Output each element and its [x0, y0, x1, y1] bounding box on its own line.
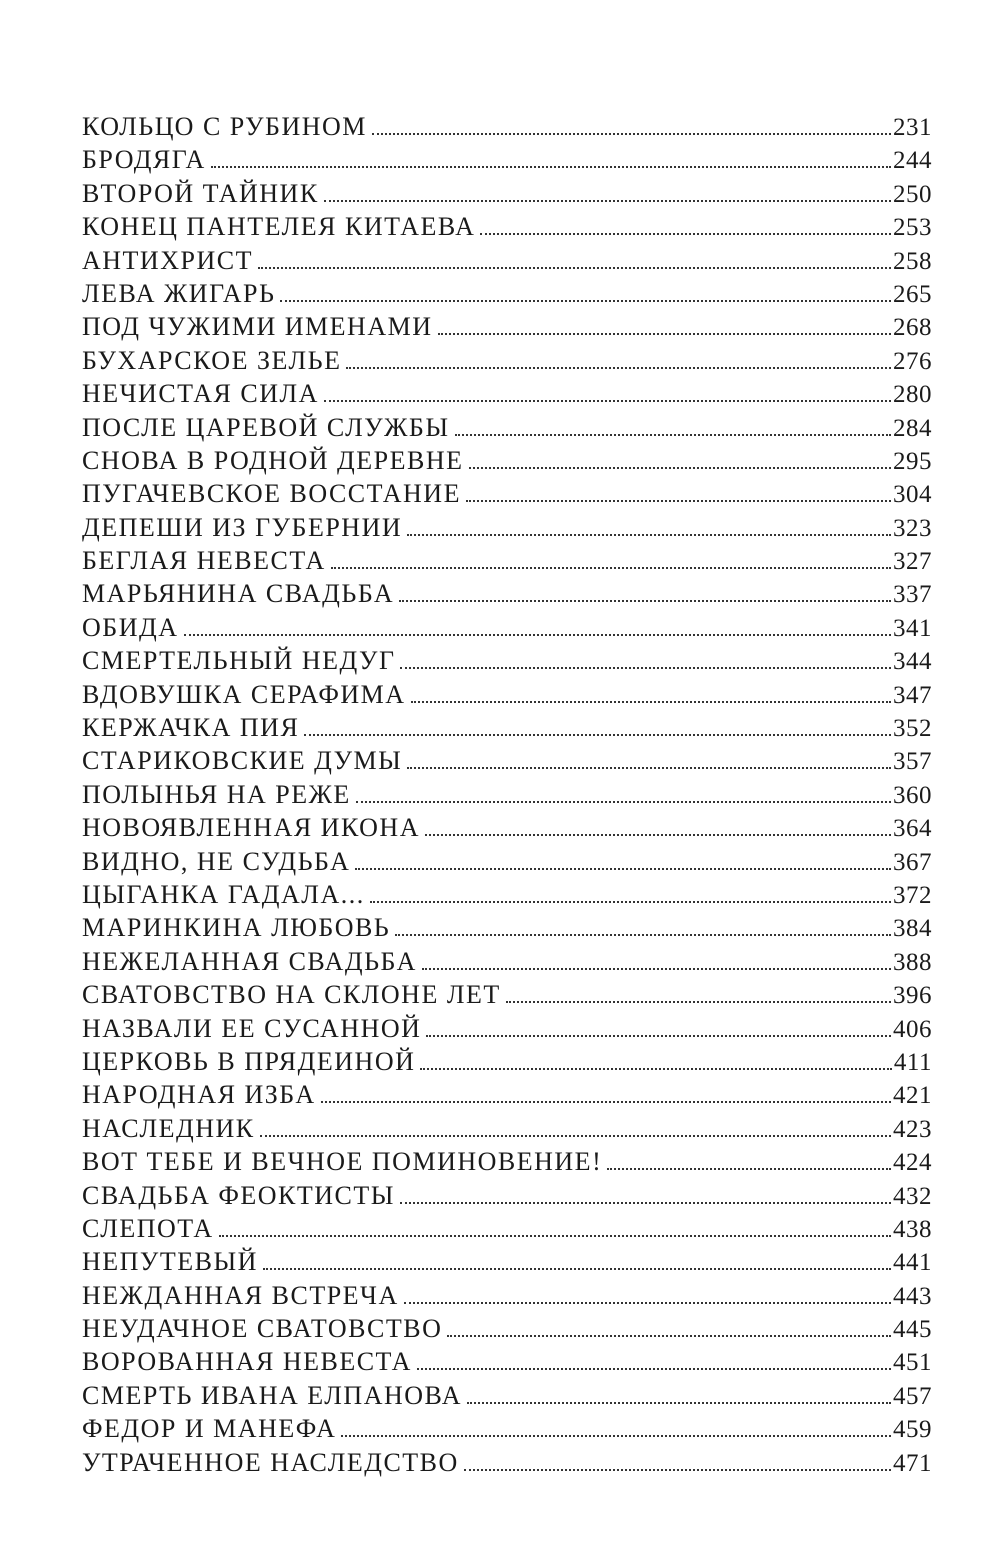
toc-entry-title: ВИДНО, НЕ СУДЬБА — [82, 846, 351, 876]
toc-entry-title: КЕРЖАЧКА ПИЯ — [82, 713, 300, 743]
toc-entry-page: 438 — [893, 1215, 932, 1243]
toc-entry — [82, 945, 932, 978]
toc-entry — [82, 911, 932, 944]
toc-entry — [82, 1312, 932, 1345]
toc-entry-page: 421 — [893, 1082, 932, 1110]
dot-leader — [321, 1101, 891, 1103]
toc-entry-title: НЕЖДАННАЯ ВСТРЕЧА — [82, 1280, 399, 1310]
toc-entry-title: ВТОРОЙ ТАЙНИК — [82, 178, 319, 208]
dot-leader — [346, 367, 891, 369]
dot-leader — [331, 567, 891, 569]
toc-entry — [82, 611, 932, 644]
toc-entry-title: ПОСЛЕ ЦАРЕВОЙ СЛУЖБЫ — [82, 412, 450, 442]
dot-leader — [263, 1268, 891, 1270]
toc-entry-title: ЦЕРКОВЬ В ПРЯДЕИНОЙ — [82, 1046, 416, 1076]
toc-entry-title: БЕГЛАЯ НЕВЕСТА — [82, 546, 326, 576]
toc-entry-page: 295 — [893, 447, 932, 475]
toc-entry — [82, 511, 932, 544]
toc-entry-page: 367 — [893, 848, 932, 876]
toc-entry — [82, 1212, 932, 1245]
toc-entry-page: 357 — [893, 748, 932, 776]
toc-entry — [82, 644, 932, 677]
toc-entry-page: 411 — [893, 1048, 932, 1076]
toc-entry-title: БУХАРСКОЕ ЗЕЛЬЕ — [82, 345, 342, 375]
toc-entry-page: 265 — [893, 280, 932, 308]
toc-entry — [82, 878, 932, 911]
dot-leader — [467, 1402, 891, 1404]
toc-entry-page: 364 — [893, 815, 932, 843]
dot-leader — [395, 934, 891, 936]
toc-entry — [82, 210, 932, 243]
toc-entry — [82, 577, 932, 610]
toc-entry-page: 360 — [893, 781, 932, 809]
dot-leader — [425, 834, 891, 836]
toc-entry-page: 441 — [893, 1249, 932, 1277]
toc-entry-title: ВДОВУШКА СЕРАФИМА — [82, 679, 406, 709]
dot-leader — [438, 333, 892, 335]
toc-entry — [82, 1412, 932, 1445]
dot-leader — [455, 434, 891, 436]
dot-leader — [480, 233, 891, 235]
dot-leader — [447, 1335, 891, 1337]
toc-entry-title: УТРАЧЕННОЕ НАСЛЕДСТВО — [82, 1447, 459, 1477]
dot-leader — [426, 1035, 891, 1037]
toc-entry-title: НОВОЯВЛЕННАЯ ИКОНА — [82, 813, 420, 843]
toc-entry-page: 258 — [893, 247, 932, 275]
toc-entry — [82, 1279, 932, 1312]
toc-entry-title: НЕУДАЧНОЕ СВАТОВСТВО — [82, 1314, 443, 1344]
toc-entry-title: НЕЖЕЛАННАЯ СВАДЬБА — [82, 946, 417, 976]
toc-entry — [82, 344, 932, 377]
toc-entry — [82, 143, 932, 176]
toc-entry-page: 231 — [893, 114, 932, 141]
toc-entry-title: СЛЕПОТА — [82, 1213, 214, 1243]
dot-leader — [466, 500, 891, 502]
dot-leader — [258, 267, 891, 269]
toc-entry — [82, 244, 932, 277]
toc-entry — [82, 1345, 932, 1378]
toc-entry — [82, 110, 932, 143]
toc-entry — [82, 1379, 932, 1412]
dot-leader — [404, 1302, 891, 1304]
toc-entry — [82, 978, 932, 1011]
toc-entry — [82, 177, 932, 210]
toc-entry — [82, 1112, 932, 1145]
toc-entry-page: 341 — [893, 614, 932, 642]
toc-entry-page: 344 — [893, 648, 932, 676]
dot-leader — [407, 534, 891, 536]
toc-entry-page: 423 — [893, 1115, 932, 1143]
toc-entry-title: СМЕРТЕЛЬНЫЙ НЕДУГ — [82, 646, 396, 676]
toc-entry-page: 253 — [893, 214, 932, 242]
toc-entry-title: СТАРИКОВСКИЕ ДУМЫ — [82, 746, 403, 776]
dot-leader — [464, 1469, 891, 1471]
toc-entry — [82, 1179, 932, 1212]
toc-entry-title: СВАДЬБА ФЕОКТИСТЫ — [82, 1180, 395, 1210]
toc-entry — [82, 778, 932, 811]
toc-entry-page: 304 — [893, 481, 932, 509]
toc-entry-title: НАРОДНАЯ ИЗБА — [82, 1080, 316, 1110]
toc-entry-title: ЦЫГАНКА ГАДАЛА... — [82, 879, 365, 909]
toc-entry — [82, 1446, 932, 1479]
toc-entry-page: 372 — [893, 881, 932, 909]
toc-entry-title: КОЛЬЦО С РУБИНОМ — [82, 112, 367, 141]
toc-entry-title: НЕПУТЕВЫЙ — [82, 1247, 258, 1277]
toc-entry-page: 352 — [893, 715, 932, 743]
toc-entry-title: СМЕРТЬ ИВАНА ЕЛПАНОВА — [82, 1380, 462, 1410]
toc-entry-page: 432 — [893, 1182, 932, 1210]
toc-entry — [82, 444, 932, 477]
toc-entry — [82, 1045, 932, 1078]
toc-entry-page: 457 — [893, 1382, 932, 1410]
toc-entry — [82, 544, 932, 577]
toc-entry-page: 406 — [893, 1015, 932, 1043]
toc-entry-page: 244 — [893, 147, 932, 175]
dot-leader — [304, 734, 891, 736]
dot-leader — [411, 701, 891, 703]
toc-entry-page: 443 — [893, 1282, 932, 1310]
table-of-contents — [82, 110, 932, 1479]
toc-entry-title: НАЗВАЛИ ЕЕ СУСАННОЙ — [82, 1013, 422, 1043]
dot-leader — [399, 600, 891, 602]
toc-entry — [82, 811, 932, 844]
dot-leader — [407, 767, 891, 769]
toc-entry-title: ПУГАЧЕВСКОЕ ВОССТАНИЕ — [82, 479, 461, 509]
toc-entry-page: 451 — [893, 1349, 932, 1377]
dot-leader — [400, 1202, 891, 1204]
toc-entry-page: 445 — [893, 1316, 932, 1344]
toc-entry-title: ПОЛЫНЬЯ НА РЕЖЕ — [82, 779, 351, 809]
toc-entry-page: 396 — [893, 982, 932, 1010]
dot-leader — [417, 1368, 891, 1370]
toc-entry-page: 327 — [893, 548, 932, 576]
toc-entry-page: 280 — [893, 381, 932, 409]
toc-entry-title: АНТИХРИСТ — [82, 245, 253, 275]
toc-entry — [82, 678, 932, 711]
dot-leader — [211, 166, 891, 168]
toc-entry-title: СВАТОВСТВО НА СКЛОНЕ ЛЕТ — [82, 980, 501, 1010]
toc-entry-title: ВОТ ТЕБЕ И ВЕЧНОЕ ПОМИНОВЕНИЕ! — [82, 1147, 603, 1177]
toc-entry — [82, 277, 932, 310]
toc-entry-title: ВОРОВАННАЯ НЕВЕСТА — [82, 1347, 412, 1377]
toc-entry-title: НАСЛЕДНИК — [82, 1113, 255, 1143]
dot-leader — [420, 1068, 892, 1070]
toc-entry-page: 268 — [893, 314, 932, 342]
toc-entry-page: 384 — [893, 915, 932, 943]
toc-entry-page: 459 — [893, 1416, 932, 1444]
toc-entry — [82, 711, 932, 744]
dot-leader — [260, 1135, 891, 1137]
toc-entry-page: 471 — [893, 1449, 932, 1477]
toc-entry-title: МАРЬЯНИНА СВАДЬБА — [82, 579, 395, 609]
toc-entry-title: СНОВА В РОДНОЙ ДЕРЕВНЕ — [82, 445, 464, 475]
dot-leader — [607, 1168, 891, 1170]
toc-entry — [82, 377, 932, 410]
toc-entry-page: 284 — [893, 414, 932, 442]
dot-leader — [341, 1435, 891, 1437]
toc-entry — [82, 1145, 932, 1178]
toc-entry-title: ПОД ЧУЖИМИ ИМЕНАМИ — [82, 312, 433, 342]
dot-leader — [355, 868, 891, 870]
toc-entry-page: 337 — [893, 581, 932, 609]
toc-entry-page: 424 — [893, 1149, 932, 1177]
toc-entry-title: КОНЕЦ ПАНТЕЛЕЯ КИТАЕВА — [82, 212, 476, 242]
toc-entry-title: МАРИНКИНА ЛЮБОВЬ — [82, 913, 391, 943]
dot-leader — [324, 400, 891, 402]
toc-entry-page: 388 — [893, 948, 932, 976]
dot-leader — [469, 467, 892, 469]
dot-leader — [280, 300, 891, 302]
toc-entry-page: 250 — [893, 180, 932, 208]
toc-entry — [82, 310, 932, 343]
dot-leader — [506, 1001, 891, 1003]
toc-entry — [82, 1078, 932, 1111]
toc-entry-title: ЛЕВА ЖИГАРЬ — [82, 278, 276, 308]
dot-leader — [324, 200, 891, 202]
toc-entry-title: ОБИДА — [82, 612, 179, 642]
dot-leader — [219, 1235, 891, 1237]
dot-leader — [422, 968, 891, 970]
toc-entry-title: БРОДЯГА — [82, 145, 206, 175]
toc-entry — [82, 1012, 932, 1045]
toc-entry-title: НЕЧИСТАЯ СИЛА — [82, 379, 319, 409]
toc-entry — [82, 845, 932, 878]
toc-entry-page: 323 — [893, 514, 932, 542]
dot-leader — [184, 634, 892, 636]
dot-leader — [400, 667, 891, 669]
toc-entry — [82, 744, 932, 777]
toc-entry-page: 347 — [893, 681, 932, 709]
toc-entry — [82, 477, 932, 510]
dot-leader — [370, 901, 891, 903]
toc-entry-title: ДЕПЕШИ ИЗ ГУБЕРНИИ — [82, 512, 403, 542]
dot-leader — [372, 133, 891, 135]
toc-entry — [82, 411, 932, 444]
toc-entry-title: ФЕДОР И МАНЕФА — [82, 1414, 337, 1444]
dot-leader — [356, 801, 891, 803]
toc-entry — [82, 1245, 932, 1278]
toc-entry-page: 276 — [893, 347, 932, 375]
